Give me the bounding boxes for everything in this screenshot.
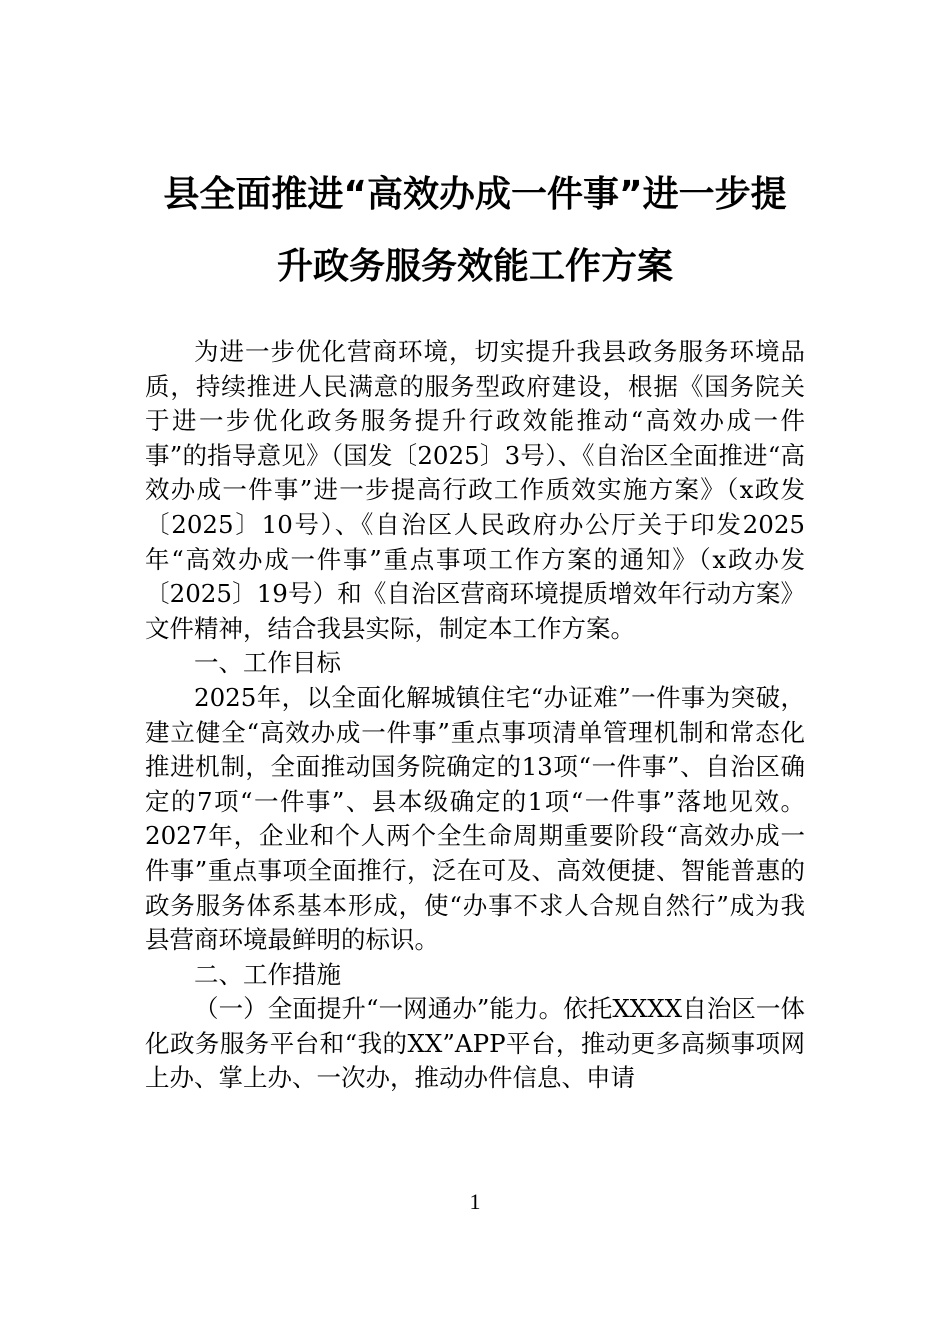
document-title-line-1: 县全面推进“高效办成一件事”进一步提: [163, 174, 787, 215]
intro-paragraph: 为进一步优化营商环境，切实提升我县政务服务环境品质，持续推进人民满意的服务型政府建设，根据《国务院关于进一步优化政务服务提升行政效能推动“高效办成一件事”的指导意见》（国发〔2025〕3号）、《自治区全面推进“高效办成一件事”进一步提高行政工作质效实施方案》（x政发〔2025〕10号）、《自治区人民政府办公厅关于印发2025年“高效办成一件事”重点事项工作方案的通知》（x政办发〔2025〕19号）和《自治区营商环境提质增效年行动方案》文件精神，结合我县实际，制定本工作方案。: [145, 337, 805, 643]
document-title-line-2: 升政务服务效能工作方案: [276, 246, 673, 287]
section-1-paragraph: 2025年，以全面化解城镇住宅“办证难”一件事为突破，建立健全“高效办成一件事”重点事项清单管理机制和常态化推进机制，全面推动国务院确定的13项“一件事”、自治区确定的7项“一件事”、县本级确定的1项“一件事”落地见效。2027年，企业和个人两个全生命周期重要阶段“高效办成一件事”重点事项全面推行，泛在可及、高效便捷、智能普惠的政务服务体系基本形成，使“办事不求人合规自然行”成为我县营商环境最鲜明的标识。: [145, 682, 805, 955]
page-number: 1: [469, 1189, 481, 1214]
document-body: [145, 335, 805, 1096]
section-2-heading: 二、工作措施: [194, 959, 341, 989]
section-1-heading: 一、工作目标: [194, 648, 341, 678]
section-2-paragraph: （一）全面提升“一网通办”能力。依托XXXX自治区一体化政务服务平台和“我的XX”APP平台，推动更多高频事项网上办、掌上办、一次办，推动办件信息、申请: [145, 994, 805, 1093]
